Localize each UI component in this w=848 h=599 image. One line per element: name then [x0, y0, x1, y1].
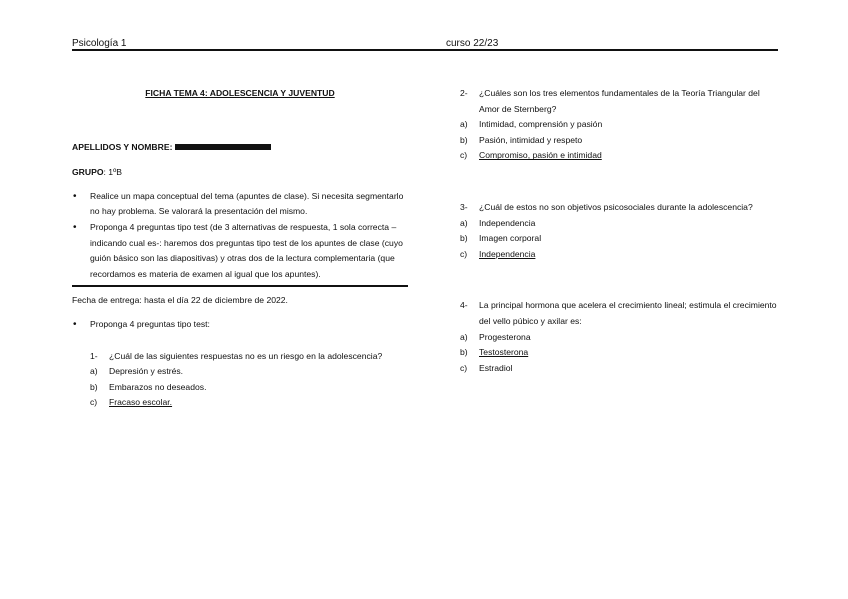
question-4-option-c: [460, 361, 780, 377]
option-text: Independencia: [479, 217, 536, 228]
option-letter: a): [460, 217, 468, 228]
question-3-number: 3-: [460, 201, 468, 212]
option-letter: c): [90, 397, 98, 408]
question-1-text: ¿Cuál de las siguientes respuestas no es un riesgo en la adolescencia?: [109, 350, 383, 361]
right-column: [460, 86, 780, 376]
question-3-option-b: [460, 231, 780, 247]
left-column: [72, 86, 408, 411]
option-letter: c): [460, 362, 468, 373]
option-letter: a): [90, 366, 98, 377]
question-4-number: 4-: [460, 300, 468, 311]
question-3-block: [460, 200, 780, 262]
name-label: APELLIDOS Y NOMBRE:: [72, 141, 173, 152]
option-letter: c): [460, 150, 468, 161]
option-letter: b): [460, 134, 468, 145]
question-3: [460, 200, 780, 216]
header-rule: [72, 49, 778, 51]
option-text: Depresión y estrés.: [109, 366, 184, 377]
instruction-bullet-3: • Proponga 4 preguntas tipo test:: [72, 317, 408, 333]
question-2-text: ¿Cuáles son los tres elementos fundamentales de la Teoría Triangular del Amor de Sternberg?: [479, 88, 760, 114]
option-text-correct: Testosterona: [479, 347, 529, 358]
question-4-option-b: [460, 345, 780, 361]
question-3-option-a: [460, 216, 780, 232]
question-4-block: [460, 298, 780, 376]
option-text: Embarazos no deseados.: [109, 381, 207, 392]
instruction-bullet-1: • Realice un mapa conceptual del tema (apuntes de clase). Si necesita segmentarlo no hay problema. Se valorará la presentación del mismo.: [72, 189, 408, 220]
header-course: curso 22/23: [446, 38, 499, 49]
question-2-option-c: [460, 148, 780, 164]
redacted-name: [175, 144, 271, 150]
option-text-correct: Independencia: [479, 248, 536, 259]
question-2-number: 2-: [460, 88, 468, 98]
question-1-block: [72, 349, 408, 411]
question-3-option-c: [460, 247, 780, 263]
question-2-option-b: [460, 133, 780, 149]
question-4: [460, 298, 780, 329]
option-text: Pasión, intimidad y respeto: [479, 134, 583, 145]
option-letter: b): [90, 381, 98, 392]
instruction-bullet-2: • Proponga 4 preguntas tipo test (de 3 alternativas de respuesta, 1 sola correcta –indicando cual es-: haremos dos preguntas tipo test de los apuntes de clase (cuyo guión básico son las diapositivas) y otras dos de la lectura complementaria (que recordamos es materia de examen al igual que los apuntes).: [72, 220, 408, 282]
option-letter: c): [460, 248, 468, 259]
option-letter: a): [460, 331, 468, 342]
question-1-option-a: [90, 364, 408, 380]
question-2-option-a: [460, 117, 780, 133]
question-3-text: ¿Cuál de estos no son objetivos psicosociales durante la adolescencia?: [479, 201, 753, 212]
group-label: GRUPO: [72, 167, 104, 178]
question-1-option-b: [90, 380, 408, 396]
header-subject: Psicología 1: [72, 38, 127, 49]
question-4-text: La principal hormona que acelera el crecimiento lineal; estimula el crecimiento del vello púbico y axilar es:: [479, 300, 777, 326]
question-1: [90, 349, 408, 365]
question-1-option-c: [90, 395, 408, 411]
option-text-correct: Compromiso, pasión e intimidad: [479, 150, 602, 161]
option-letter: b): [460, 233, 468, 244]
option-text: Imagen corporal: [479, 233, 542, 244]
option-letter: a): [460, 119, 468, 130]
option-text: Intimidad, comprensión y pasión: [479, 119, 603, 130]
name-line: [72, 140, 408, 156]
document-title: FICHA TEMA 4: ADOLESCENCIA Y JUVENTUD: [145, 88, 335, 98]
question-4-option-a: [460, 330, 780, 346]
option-text: Progesterona: [479, 331, 531, 342]
question-2-block: [460, 86, 780, 164]
group-line: [72, 165, 408, 181]
option-text: Estradiol: [479, 362, 513, 373]
option-letter: b): [460, 347, 468, 358]
option-text-correct: Fracaso escolar.: [109, 397, 173, 408]
question-2: [460, 86, 780, 117]
delivery-date: Fecha de entrega: hasta el día 22 de diciembre de 2022.: [72, 295, 288, 306]
group-value: : 1ºB: [103, 167, 122, 178]
question-1-number: 1-: [90, 350, 98, 361]
section-rule: [72, 285, 408, 287]
